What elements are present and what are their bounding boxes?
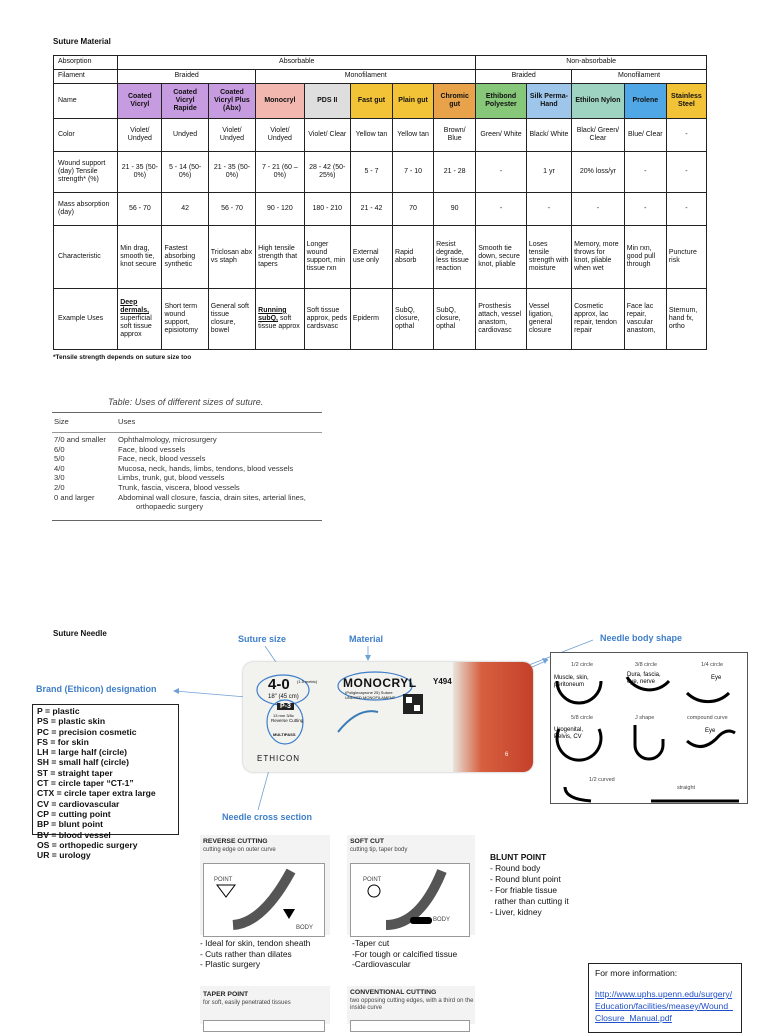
row-label-color: Color	[54, 119, 118, 152]
mass-absorption-cell: -	[476, 193, 527, 226]
uses-cell: Limbs, trunk, gut, blood vessels	[118, 473, 225, 483]
package-needle-len: 13 mm 3/8c	[273, 713, 294, 718]
package-size-metric: (1.5 metric)	[297, 679, 318, 684]
example-uses-text: Short term wound support, episiotomy	[164, 302, 198, 335]
label-needle-body-shape: Needle body shape	[600, 633, 683, 643]
name-cell: Coated Vicryl Rapide	[162, 84, 208, 119]
brand-list-item: OS = orthopedic surgery	[37, 839, 138, 850]
row-label-absorption: Absorption	[54, 56, 118, 70]
brand-list-item: FS = for skin	[37, 736, 89, 747]
wound-support-cell: -	[476, 152, 527, 193]
wound-support-cell: 5 - 14 (50-0%)	[162, 152, 208, 193]
color-cell: Violet/ Undyed	[118, 119, 162, 152]
example-uses-text: Soft tissue approx, peds cardsvasc	[306, 306, 348, 331]
brand-list-item: CV = cardiovascular	[37, 798, 120, 809]
more-info-title: For more information:	[595, 968, 678, 978]
row-label-wound-support: Wound support (day) Tensile strength* (%)	[54, 152, 118, 193]
example-uses-text: General soft tissue closure, bowel	[210, 302, 249, 335]
example-uses-text: SubQ, closure, opthal	[436, 306, 461, 331]
size-table-title: Table: Uses of different sizes of suture.	[108, 397, 264, 407]
brand-list-item: CP = cutting point	[37, 808, 111, 819]
name-cell: Chromic gut	[434, 84, 476, 119]
mass-absorption-cell: 70	[393, 193, 434, 226]
uses-cell: Abdominal wall closure, fascia, drain sites, arterial lines,	[118, 492, 306, 502]
name-cell: Stainless Steel	[666, 84, 706, 119]
package-count: 6	[505, 752, 509, 758]
example-uses-text: soft tissue approx	[258, 314, 300, 331]
braided-header: Braided	[118, 70, 256, 84]
reverse-cutting-notes	[200, 938, 310, 970]
blunt-point-item: - Round blunt point	[490, 874, 561, 884]
name-cell: Silk Perma-Hand	[526, 84, 571, 119]
label-brand-designation: Brand (Ethicon) designation	[36, 684, 157, 694]
mass-absorption-cell: -	[666, 193, 706, 226]
note-half-circle: Muscle, skin, peritoneum	[554, 675, 589, 688]
example-uses-text: Prosthesis attach, vessel anastom, cardiovasc	[478, 302, 522, 335]
wound-support-cell: 7 - 21 (60 – 0%)	[256, 152, 304, 193]
mass-absorption-cell: 21 - 42	[350, 193, 392, 226]
taper-point-sub: for soft, easily penetrated tissues	[203, 1000, 291, 1006]
note-quarter: Eye	[711, 675, 722, 681]
package-code: Y494	[433, 677, 452, 686]
package-brand: MONOCRYL	[343, 676, 417, 690]
reverse-cutting-note: - Ideal for skin, tendon sheath	[200, 938, 311, 948]
brand-list-item: P = plastic	[37, 706, 80, 716]
reverse-cutting-point: POINT	[214, 877, 233, 883]
row-label-mass-absorption: Mass absorption (day)	[54, 193, 118, 226]
wound-support-cell: 20% loss/yr	[572, 152, 625, 193]
size-cell: 0 and larger	[54, 492, 95, 502]
size-cell: 2/0	[54, 483, 65, 492]
soft-cut-sub: cutting tip, taper body	[350, 847, 408, 853]
more-info-box	[588, 963, 742, 1033]
blunt-point-title: BLUNT POINT	[490, 852, 547, 862]
shape-j: J shape	[635, 715, 655, 721]
section-title-suture-needle: Suture Needle	[53, 629, 107, 638]
characteristic-cell: Loses tensile strength with moisture	[526, 226, 571, 289]
brand-designation-list	[32, 704, 179, 861]
example-uses-text: Epiderm	[352, 314, 379, 322]
example-uses-underlined: Deep dermals,	[120, 298, 150, 314]
package-needle-type: Reverse Cutting	[271, 718, 304, 723]
characteristic-cell: Puncture risk	[666, 226, 706, 289]
brand-list-item: CT = circle taper “CT-1”	[37, 778, 134, 789]
brand-list-item: LH = large half (circle)	[37, 747, 128, 758]
color-cell: Brown/ Blue	[434, 119, 476, 152]
name-cell: Coated Vicryl	[118, 84, 162, 119]
uses-cell: Face, blood vessels	[118, 444, 186, 454]
wound-support-cell: -	[666, 152, 706, 193]
characteristic-cell: High tensile strength that tapers	[256, 226, 304, 289]
color-cell: Violet/ Clear	[304, 119, 350, 152]
wound-support-cell: 28 - 42 (50-25%)	[304, 152, 350, 193]
brand-list-item: BP = blunt point	[37, 819, 103, 830]
color-cell: Undyed	[162, 119, 208, 152]
name-cell: Prolene	[624, 84, 666, 119]
soft-cut-needle-icon	[350, 863, 468, 935]
package-size: 4-0	[268, 676, 290, 693]
package-maker: ETHICON	[257, 754, 300, 763]
reverse-cutting-note: - Cuts rather than dilates	[200, 948, 292, 959]
label-suture-size: Suture size	[238, 634, 287, 644]
size-header: Size	[54, 417, 69, 426]
mass-absorption-cell: -	[624, 193, 666, 226]
shape-compound: compound curve	[687, 715, 728, 721]
wound-support-cell: 7 - 10	[393, 152, 434, 193]
color-cell: Green/ White	[476, 119, 527, 152]
soft-cut-note: -Cardiovascular	[352, 959, 411, 969]
name-cell: PDS II	[304, 84, 350, 119]
mass-absorption-cell: -	[526, 193, 571, 226]
characteristic-cell: Smooth tie down, secure knot, pliable	[476, 226, 527, 289]
example-uses-text: Cosmetic approx, lac repair, tendon repair	[574, 302, 617, 335]
tensile-footnote: *Tensile strength depends on suture size too	[53, 354, 192, 361]
wound-support-cell: 21 - 35 (50-0%)	[118, 152, 162, 193]
soft-cut-note: -For tough or calcified tissue	[352, 948, 458, 959]
package-brand-sub: (Poliglecaprone 25) Suture	[345, 690, 393, 695]
example-uses-text: superficial soft tissue approx	[120, 314, 152, 339]
needle-body-shape-chart	[550, 652, 748, 804]
example-uses-underlined: Running subQ,	[258, 306, 287, 322]
blunt-point-item: - Liver, kidney	[490, 907, 542, 917]
shape-five-eighths: 5/8 circle	[571, 715, 594, 721]
more-info-link[interactable]: http://www.uphs.upenn.edu/surgery/Education/facilities/measey/Wound_Closure_Manual.pdf	[595, 989, 733, 1023]
characteristic-cell: Triclosan abx vs staph	[208, 226, 255, 289]
wound-support-cell: 21 - 35 (50-0%)	[208, 152, 255, 193]
soft-cut-note: -Taper cut	[352, 938, 390, 948]
blunt-point-item: - Round body	[490, 863, 541, 873]
reverse-cutting-note: - Plastic surgery	[200, 959, 261, 969]
suture-package-image	[243, 662, 533, 772]
blunt-point-item: rather than cutting it	[490, 896, 569, 906]
example-uses-text: Face lac repair, vascular anastom,	[626, 302, 656, 335]
note-three-eighths: Dura, fascia, eye, nerve	[627, 672, 661, 685]
label-needle-cross-section: Needle cross section	[222, 812, 313, 822]
soft-cut-title: SOFT CUT	[350, 838, 384, 845]
color-cell: Blue/ Clear	[624, 119, 666, 152]
color-cell: Black/ Green/ Clear	[572, 119, 625, 152]
uses-cell: orthopaedic surgery	[136, 502, 204, 512]
taper-point-title: TAPER POINT	[203, 991, 249, 998]
section-title-suture-material: Suture Material	[53, 37, 111, 46]
name-cell: Coated Vicryl Plus (Abx)	[208, 84, 255, 119]
color-cell: -	[666, 119, 706, 152]
wound-support-cell: 21 - 28	[434, 152, 476, 193]
name-cell: Ethilon Nylon	[572, 84, 625, 119]
monofilament-header-2: Monofilament	[572, 70, 707, 84]
shape-half-curved: 1/2 curved	[589, 777, 615, 783]
characteristic-cell: Fastest absorbing synthetic	[162, 226, 208, 289]
size-cell: 5/0	[54, 454, 65, 464]
uses-cell: Ophthalmology, microsurgery	[118, 435, 217, 444]
brand-list-item: SH = small half (circle)	[37, 757, 129, 768]
conventional-cutting-title: CONVENTIONAL CUTTING	[350, 989, 437, 996]
row-label-example-uses: Example Uses	[54, 289, 118, 350]
brand-list-item: CTX = circle taper extra large	[37, 788, 156, 799]
example-uses-text: Sternum, hand fx, ortho	[668, 306, 698, 331]
characteristic-cell: Resist degrade, less tissue reaction	[434, 226, 476, 289]
soft-cut-body: BODY	[433, 917, 451, 923]
size-cell: 3/0	[54, 473, 65, 483]
soft-cut-notes	[352, 938, 457, 970]
brand-list-item: UR = urology	[37, 850, 91, 861]
characteristic-cell: Min drag, smooth tie, knot secure	[118, 226, 162, 289]
row-label-name: Name	[54, 84, 118, 119]
characteristic-cell: Rapid absorb	[393, 226, 434, 289]
brand-list-item: PS = plastic skin	[37, 716, 106, 727]
brand-list-item: ST = straight taper	[37, 767, 113, 778]
shape-quarter-circle: 1/4 circle	[701, 662, 724, 668]
wound-support-cell: 5 - 7	[350, 152, 392, 193]
shape-three-eighths: 3/8 circle	[635, 662, 658, 668]
soft-cut-panel	[347, 835, 475, 935]
conventional-cutting-sub: two opposing cutting edges, with a third on the inside curve	[350, 998, 474, 1011]
name-cell: Fast gut	[350, 84, 392, 119]
characteristic-cell: Min rxn, good pull through	[624, 226, 666, 289]
package-needle: P-3	[277, 703, 294, 710]
mass-absorption-cell: 56 - 70	[208, 193, 255, 226]
absorbable-header: Absorbable	[118, 56, 476, 70]
reverse-cutting-body: BODY	[296, 925, 314, 931]
reverse-cutting-title: REVERSE CUTTING	[203, 838, 268, 845]
mass-absorption-cell: 42	[162, 193, 208, 226]
characteristic-cell: Memory, more throws for knot, pliable when wet	[572, 226, 625, 289]
brand-list-item: PC = precision cosmetic	[37, 726, 137, 737]
blunt-point-item: - For friable tissue	[490, 885, 558, 895]
mass-absorption-cell: 90 - 120	[256, 193, 304, 226]
characteristic-cell: External use only	[350, 226, 392, 289]
wound-support-cell: -	[624, 152, 666, 193]
example-uses-text: SubQ, closure, opthal	[395, 306, 420, 331]
note-compound: Eye	[705, 728, 716, 734]
row-label-characteristic: Characteristic	[54, 226, 118, 289]
blunt-point-section	[490, 852, 569, 918]
uses-cell: Mucosa, neck, hands, limbs, tendons, blood vessels	[118, 463, 294, 473]
example-uses-text: Vessel ligation, general closure	[528, 302, 553, 335]
color-cell: Violet/ Undyed	[256, 119, 304, 152]
mass-absorption-cell: -	[572, 193, 625, 226]
mass-absorption-cell: 90	[434, 193, 476, 226]
uses-cell: Trunk, fascia, viscera, blood vessels	[118, 483, 240, 492]
brand-list-item: BV = blood vessel	[37, 829, 111, 840]
package-length: 18" (45 cm)	[268, 694, 299, 700]
size-cell: 4/0	[54, 463, 65, 473]
mass-absorption-cell: 56 - 70	[118, 193, 162, 226]
row-label-filament: Filament	[54, 70, 118, 84]
name-cell: Plain gut	[393, 84, 434, 119]
conventional-cutting-panel	[347, 986, 475, 1024]
color-cell: Violet/ Undyed	[208, 119, 255, 152]
characteristic-cell: Longer wound support, min tissue rxn	[304, 226, 350, 289]
package-brand-sub2: UNDYED MONOFILAMENT	[345, 695, 396, 700]
note-five-eighths: Urogenital, Pelvis, CV	[554, 727, 584, 740]
monofilament-header: Monofilament	[256, 70, 476, 84]
uses-cell: Face, neck, blood vessels	[118, 454, 206, 464]
size-cell: 7/0 and smaller	[54, 435, 106, 444]
uses-header: Uses	[118, 417, 136, 426]
reverse-cutting-panel	[200, 835, 330, 935]
size-cell: 6/0	[54, 444, 65, 454]
name-cell: Ethibond Polyester	[476, 84, 527, 119]
shape-straight: straight	[677, 785, 696, 791]
reverse-cutting-sub: cutting edge on outer curve	[203, 847, 276, 853]
name-cell: Monocryl	[256, 84, 304, 119]
shape-half-circle: 1/2 circle	[571, 662, 594, 668]
wound-support-cell: 1 yr	[526, 152, 571, 193]
braided-header-2: Braided	[476, 70, 572, 84]
package-needle-sub: MULTIPASS	[273, 732, 296, 737]
taper-point-panel	[200, 986, 330, 1024]
color-cell: Yellow tan	[350, 119, 392, 152]
color-cell: Yellow tan	[393, 119, 434, 152]
non-absorbable-header: Non-absorbable	[476, 56, 707, 70]
mass-absorption-cell: 180 - 210	[304, 193, 350, 226]
label-material: Material	[349, 634, 384, 644]
color-cell: Black/ White	[526, 119, 571, 152]
soft-cut-point: POINT	[363, 877, 382, 883]
